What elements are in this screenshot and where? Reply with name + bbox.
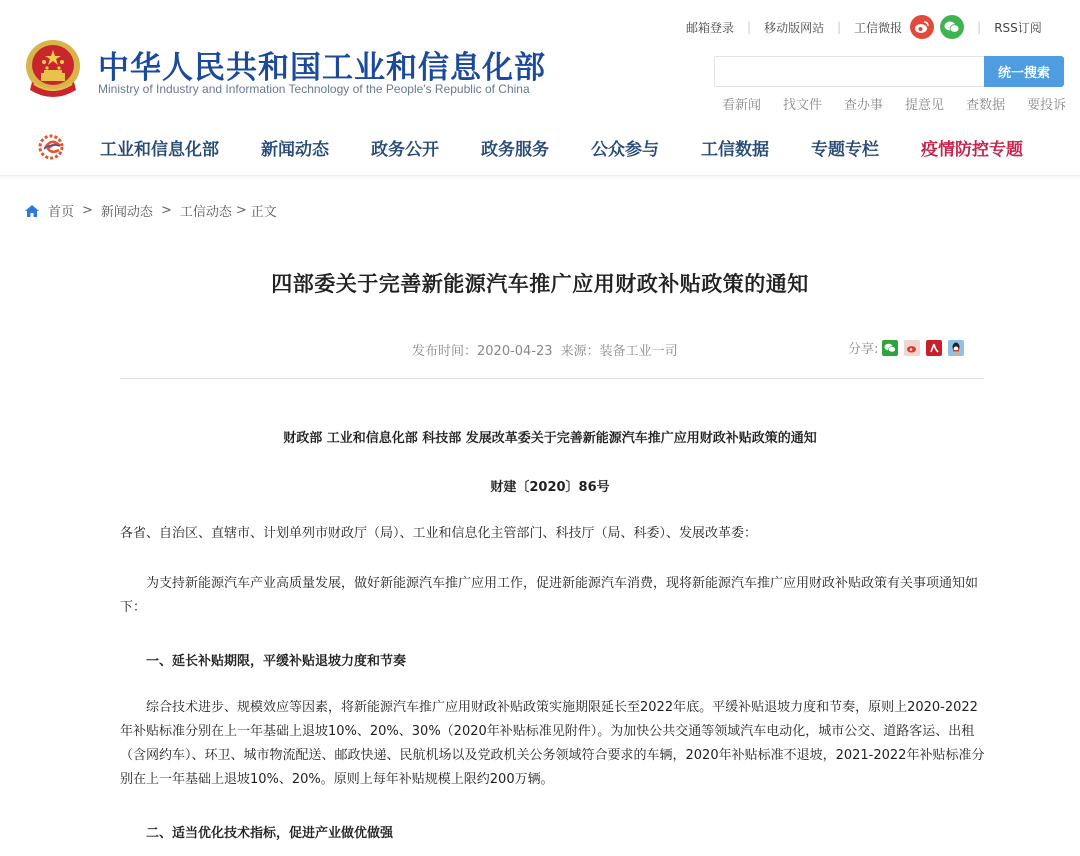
home-icon[interactable] (24, 204, 40, 218)
site-title[interactable]: 中华人民共和国工业和信息化部 (98, 50, 546, 86)
nav-item-news[interactable]: 新闻动态 (261, 139, 329, 160)
weibo-icon[interactable] (910, 15, 934, 39)
quick-link-services[interactable]: 查办事 (844, 98, 884, 113)
share-qq-icon[interactable] (948, 340, 964, 356)
share-pdf-icon[interactable] (926, 340, 942, 356)
share-wechat-icon[interactable] (882, 340, 898, 356)
search-input[interactable] (714, 56, 984, 87)
breadcrumb-separator: > (160, 203, 172, 218)
weibao-link[interactable]: 工信微报 (854, 20, 903, 35)
search-button[interactable]: 统一搜索 (984, 56, 1064, 87)
breadcrumb-separator: > (235, 203, 247, 218)
breadcrumb-home[interactable]: 首页 (48, 205, 75, 220)
site-subtitle: Ministry of Industry and Information Technology of the People's Republic of China (98, 82, 530, 96)
share-label: 分享: (848, 342, 879, 357)
section-1-body: 综合技术进步、规模效应等因素，将新能源汽车推广应用财政补贴政策实施期限延长至2022年底。平缓补贴退坡力度和节奏，原则上2020-2022年补贴标准分别在上一年基础上退坡10%、20%、30%（2020年补贴标准见附件）。为加快公共交通等领域汽车电动化，城市公交、道路客运、出租（含网约车）、环卫、城市物流配送、邮政快递、民航机场以及党政机关公务领域符合要求的车辆，2020年补贴标准不退坡，2021-2022年补贴标准分别在上一年基础上退坡10%、20%。原则上每年补贴规模上限约200万辆。 (120, 700, 985, 787)
quick-link-feedback[interactable]: 提意见 (905, 98, 945, 113)
quick-link-complaint[interactable]: 要投诉 (1027, 98, 1067, 113)
quick-links (722, 94, 1066, 113)
breadcrumb-separator: > (82, 203, 93, 218)
nav-items (100, 118, 1065, 176)
document-number: 财建〔2020〕86号 (490, 480, 610, 495)
quick-link-files[interactable]: 找文件 (783, 98, 823, 113)
publish-label: 发布时间： (412, 344, 478, 359)
addressee-paragraph: 各省、自治区、直辖市、计划单列市财政厅（局）、工业和信息化主管部门、科技厅（局、科委）、发展改革委： (120, 526, 758, 541)
rss-link[interactable]: RSS订阅 (994, 20, 1042, 35)
wechat-icon[interactable] (940, 15, 964, 39)
section-2-heading: 二、适当优化技术指标，促进产业做优做强 (146, 826, 394, 841)
source-value: 装备工业一司 (599, 344, 678, 359)
nav-item-gov-services[interactable]: 政务服务 (481, 139, 549, 160)
miit-logo-icon[interactable] (38, 134, 64, 160)
nav-item-special-topics[interactable]: 专题专栏 (811, 139, 879, 160)
mobile-site-link[interactable]: 移动版网站 (764, 20, 825, 35)
share-weibo-icon[interactable] (904, 340, 920, 356)
section-1-heading: 一、延长补贴期限，平缓补贴退坡力度和节奏 (146, 654, 407, 669)
nav-item-epidemic-topic[interactable]: 疫情防控专题 (921, 139, 1023, 160)
national-emblem-icon[interactable] (24, 38, 82, 102)
breadcrumb-current: 正文 (250, 205, 277, 220)
meta-divider (120, 378, 984, 379)
share-bar (848, 338, 964, 357)
intro-paragraph: 为支持新能源汽车产业高质量发展，做好新能源汽车推广应用工作，促进新能源汽车消费，现将新能源汽车推广应用财政补贴政策有关事项通知如下： (120, 576, 979, 615)
document-heading: 财政部 工业和信息化部 科技部 发展改革委关于完善新能源汽车推广应用财政补贴政策的通知 (283, 431, 817, 446)
quick-link-data[interactable]: 查数据 (966, 98, 1006, 113)
mail-login-link[interactable]: 邮箱登录 (686, 20, 735, 35)
quick-link-news[interactable]: 看新闻 (722, 98, 762, 113)
separator: | (977, 20, 982, 34)
nav-item-miit-data[interactable]: 工信数据 (701, 139, 769, 160)
source-label: 来源： (560, 344, 600, 359)
breadcrumb-news[interactable]: 新闻动态 (100, 205, 153, 220)
separator: | (747, 20, 752, 34)
breadcrumb (24, 201, 277, 220)
separator: | (837, 20, 842, 34)
top-links (686, 14, 1042, 40)
nav-item-public-participation[interactable]: 公众参与 (591, 139, 659, 160)
article-meta (412, 340, 678, 359)
nav-item-miit[interactable]: 工业和信息化部 (100, 139, 219, 160)
article-title: 四部委关于完善新能源汽车推广应用财政补贴政策的通知 (271, 272, 809, 296)
main-nav (0, 118, 1080, 176)
breadcrumb-miit-news[interactable]: 工信动态 (179, 205, 232, 220)
publish-date: 2020-04-23 (477, 344, 553, 359)
nav-item-gov-affairs-open[interactable]: 政务公开 (371, 139, 439, 160)
site-header (0, 0, 1080, 118)
